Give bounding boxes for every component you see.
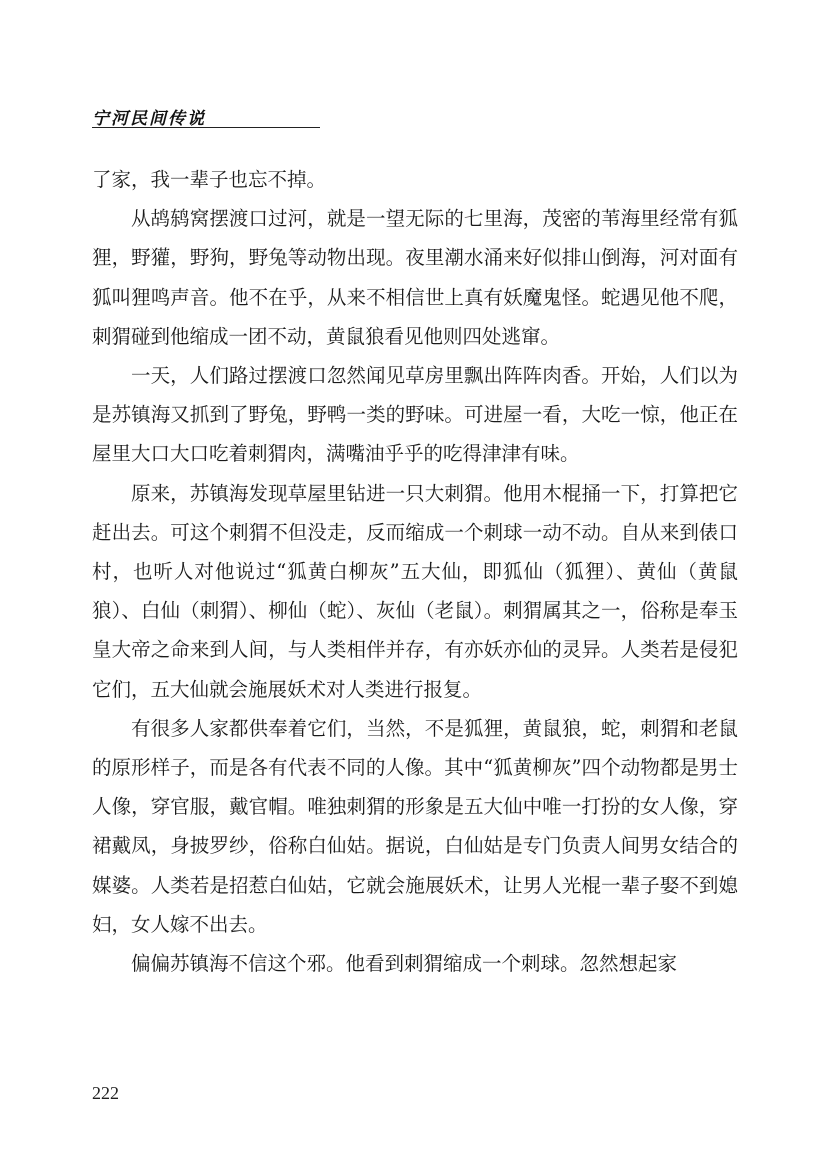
running-header-title: 宁河民间传说 — [92, 109, 206, 129]
body-text — [92, 160, 738, 983]
header-rule — [92, 127, 320, 128]
page-number: 222 — [92, 1083, 119, 1103]
paragraph-1: 了家，我一辈子也忘不掉。 — [92, 168, 327, 191]
paragraph-4: 原来，苏镇海发现草屋里钻进一只大刺猬。他用木棍捅一下，打算把它赶出去。可这个刺猬不但没走，反而缩成一个刺球一动不动。自从来到俵口村，也听人对他说过“狐黄白柳灰”五大仙，即狐仙（狐狸）、黄仙（黄鼠狼）、白仙（刺猬）、柳仙（蛇）、灰仙（老鼠）。刺猬属其之一，俗称是奉玉皇大帝之命来到人间，与人类相伴并存，有亦妖亦仙的灵异。人类若是侵犯它们，五大仙就会施展妖术对人类进行报复。 — [92, 481, 738, 701]
paragraph-2: 从鸪鸫窝摆渡口过河，就是一望无际的七里海，茂密的苇海里经常有狐狸，野獾，野狗，野兔等动物出现。夜里潮水涌来好似排山倒海，河对面有狐叫狸鸣声音。他不在乎，从来不相信世上真有妖魔鬼怪。蛇遇见他不爬，刺猬碰到他缩成一团不动，黄鼠狼看见他则四处逃窜。 — [92, 207, 738, 348]
paragraph-3: 一天，人们路过摆渡口忽然闻见草房里飘出阵阵肉香。开始，人们以为是苏镇海又抓到了野兔，野鸭一类的野味。可进屋一看，大吃一惊，他正在屋里大口大口吃着刺猬肉，满嘴油乎乎的吃得津津有味。 — [92, 364, 738, 466]
paragraph-6: 偏偏苏镇海不信这个邪。他看到刺猬缩成一个刺球。忽然想起家 — [131, 952, 678, 976]
paragraph-5: 有很多人家都供奉着它们，当然，不是狐狸，黄鼠狼，蛇，刺猬和老鼠的原形样子，而是各有代表不同的人像。其中“狐黄柳灰”四个动物都是男士人像，穿官服，戴官帽。唯独刺猬的形象是五大仙中唯一打扮的女人像，穿裙戴凤，身披罗纱，俗称白仙姑。据说，白仙姑是专门负责人间男女结合的媒婆。人类若是招惹白仙姑，它就会施展妖术，让男人光棍一辈子娶不到媳妇，女人嫁不出去。 — [92, 716, 738, 936]
